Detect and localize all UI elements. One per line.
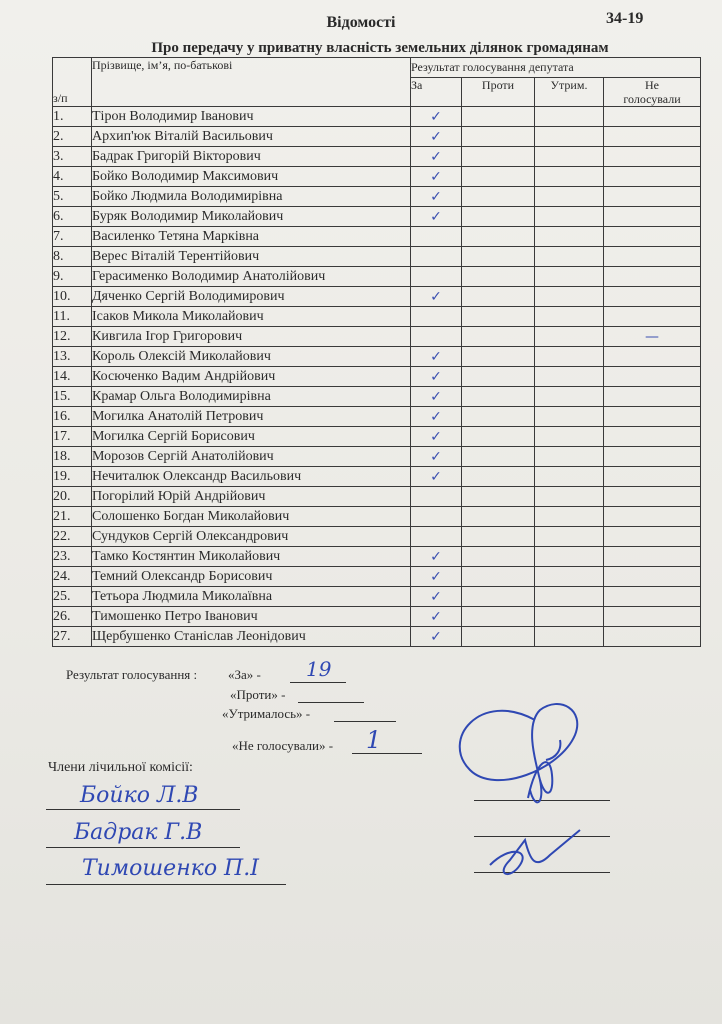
row-name: Ісаков Микола Миколайович xyxy=(92,307,411,327)
row-proty xyxy=(462,587,535,607)
row-name: Щербушенко Станіслав Леонідович xyxy=(92,627,411,647)
header-name: Прізвище, ім’я, по-батькові xyxy=(92,58,411,107)
document-number: 34-19 xyxy=(606,10,644,27)
row-proty xyxy=(462,107,535,127)
row-ne xyxy=(604,347,701,367)
row-proty xyxy=(462,227,535,247)
row-num: 22. xyxy=(53,527,92,547)
row-ne xyxy=(604,387,701,407)
row-ne xyxy=(604,447,701,467)
row-utrym xyxy=(535,247,604,267)
row-proty xyxy=(462,207,535,227)
row-za xyxy=(411,307,462,327)
row-name: Морозов Сергій Анатолійович xyxy=(92,447,411,467)
row-ne xyxy=(604,607,701,627)
row-proty xyxy=(462,627,535,647)
ne-label: «Не голосували» - xyxy=(232,738,334,753)
row-za: ✓ xyxy=(411,367,462,387)
row-num: 1. xyxy=(53,107,92,127)
row-name: Василенко Тетяна Марківна xyxy=(92,227,411,247)
row-num: 20. xyxy=(53,487,92,507)
row-num: 10. xyxy=(53,287,92,307)
row-num: 27. xyxy=(53,627,92,647)
table-row xyxy=(53,367,701,387)
document-title: Відомості xyxy=(326,14,396,31)
row-utrym xyxy=(535,487,604,507)
table-row xyxy=(53,267,701,287)
row-name: Тірон Володимир Іванович xyxy=(92,107,411,127)
row-name: Верес Віталій Терентійович xyxy=(92,247,411,267)
member-signature-3: Тимошенко П.І xyxy=(82,856,259,881)
row-utrym xyxy=(535,367,604,387)
row-ne xyxy=(604,507,701,527)
row-num: 5. xyxy=(53,187,92,207)
row-proty xyxy=(462,327,535,347)
row-ne xyxy=(604,527,701,547)
row-za: ✓ xyxy=(411,207,462,227)
row-proty xyxy=(462,247,535,267)
row-utrym xyxy=(535,447,604,467)
row-ne xyxy=(604,467,701,487)
row-ne xyxy=(604,107,701,127)
row-za: ✓ xyxy=(411,167,462,187)
row-num: 12. xyxy=(53,327,92,347)
row-za: ✓ xyxy=(411,547,462,567)
row-za xyxy=(411,267,462,287)
row-utrym xyxy=(535,627,604,647)
table-row xyxy=(53,467,701,487)
row-utrym xyxy=(535,267,604,287)
row-num: 19. xyxy=(53,467,92,487)
table-row xyxy=(53,327,701,347)
header-num: з/п xyxy=(53,58,92,107)
row-proty xyxy=(462,347,535,367)
row-name: Архип'юк Віталій Васильович xyxy=(92,127,411,147)
row-num: 11. xyxy=(53,307,92,327)
row-ne xyxy=(604,627,701,647)
ne-line xyxy=(352,753,422,754)
row-proty xyxy=(462,607,535,627)
row-utrym xyxy=(535,607,604,627)
header-ne-line1: Не xyxy=(645,78,659,92)
table-row xyxy=(53,607,701,627)
row-za: ✓ xyxy=(411,587,462,607)
member-signature-1: Бойко Л.В xyxy=(80,783,199,808)
row-utrym xyxy=(535,107,604,127)
row-za xyxy=(411,247,462,267)
table-row xyxy=(53,547,701,567)
row-name: Кивгила Ігор Григорович xyxy=(92,327,411,347)
table-row xyxy=(53,567,701,587)
table-row xyxy=(53,147,701,167)
member-line-2 xyxy=(46,847,240,848)
row-proty xyxy=(462,127,535,147)
table-row xyxy=(53,487,701,507)
row-utrym xyxy=(535,507,604,527)
row-utrym xyxy=(535,347,604,367)
row-proty xyxy=(462,447,535,467)
header-ne-line2: голосували xyxy=(623,92,681,106)
row-proty xyxy=(462,427,535,447)
table-row xyxy=(53,167,701,187)
row-name: Герасименко Володимир Анатолійович xyxy=(92,267,411,287)
row-num: 8. xyxy=(53,247,92,267)
signature-stroke-1 xyxy=(460,704,578,802)
row-utrym xyxy=(535,187,604,207)
row-num: 16. xyxy=(53,407,92,427)
za-count: 19 xyxy=(306,657,332,681)
row-utrym xyxy=(535,467,604,487)
row-za xyxy=(411,327,462,347)
table-row xyxy=(53,527,701,547)
row-za: ✓ xyxy=(411,387,462,407)
row-name: Нечиталюк Олександр Васильович xyxy=(92,467,411,487)
header-utrym: Утрим. xyxy=(535,78,604,107)
row-utrym xyxy=(535,567,604,587)
row-num: 7. xyxy=(53,227,92,247)
row-za: ✓ xyxy=(411,567,462,587)
voting-rows xyxy=(53,107,701,647)
voting-table xyxy=(52,57,701,647)
row-name: Солошенко Богдан Миколайович xyxy=(92,507,411,527)
row-ne xyxy=(604,287,701,307)
row-ne xyxy=(604,427,701,447)
table-row xyxy=(53,507,701,527)
row-name: Темний Олександр Борисович xyxy=(92,567,411,587)
row-za: ✓ xyxy=(411,447,462,467)
member-signature-2: Бадрак Г.В xyxy=(74,820,203,845)
row-proty xyxy=(462,267,535,287)
table-row xyxy=(53,587,701,607)
row-num: 24. xyxy=(53,567,92,587)
table-row xyxy=(53,347,701,367)
row-za: ✓ xyxy=(411,627,462,647)
result-label: Результат голосування : xyxy=(66,667,198,682)
row-proty xyxy=(462,567,535,587)
row-proty xyxy=(462,287,535,307)
row-za: ✓ xyxy=(411,607,462,627)
row-utrym xyxy=(535,167,604,187)
row-proty xyxy=(462,307,535,327)
proty-label: «Проти» - xyxy=(230,687,286,702)
row-ne: — xyxy=(604,327,701,347)
za-label: «За» - xyxy=(228,667,261,682)
row-za xyxy=(411,527,462,547)
row-num: 15. xyxy=(53,387,92,407)
utrym-line xyxy=(334,721,396,722)
row-ne xyxy=(604,247,701,267)
row-ne xyxy=(604,587,701,607)
row-name: Погорілий Юрій Андрійович xyxy=(92,487,411,507)
row-utrym xyxy=(535,207,604,227)
row-num: 3. xyxy=(53,147,92,167)
row-proty xyxy=(462,507,535,527)
row-ne xyxy=(604,147,701,167)
row-za: ✓ xyxy=(411,107,462,127)
row-utrym xyxy=(535,287,604,307)
row-proty xyxy=(462,487,535,507)
row-ne xyxy=(604,407,701,427)
row-name: Король Олексій Миколайович xyxy=(92,347,411,367)
row-num: 18. xyxy=(53,447,92,467)
row-utrym xyxy=(535,147,604,167)
row-num: 6. xyxy=(53,207,92,227)
row-name: Тимошенко Петро Іванович xyxy=(92,607,411,627)
row-num: 25. xyxy=(53,587,92,607)
row-za: ✓ xyxy=(411,287,462,307)
row-name: Сундуков Сергій Олександрович xyxy=(92,527,411,547)
row-ne xyxy=(604,227,701,247)
row-name: Могилка Анатолій Петрович xyxy=(92,407,411,427)
row-num: 26. xyxy=(53,607,92,627)
row-za: ✓ xyxy=(411,187,462,207)
table-row xyxy=(53,207,701,227)
row-za xyxy=(411,507,462,527)
row-name: Могилка Сергій Борисович xyxy=(92,427,411,447)
utrym-label: «Утрималось» - xyxy=(222,706,311,721)
table-row xyxy=(53,247,701,267)
row-utrym xyxy=(535,547,604,567)
document-subtitle: Про передачу у приватну власність земельних ділянок громадянам xyxy=(151,40,609,56)
row-za xyxy=(411,487,462,507)
row-za: ✓ xyxy=(411,427,462,447)
row-utrym xyxy=(535,587,604,607)
row-name: Бадрак Григорій Вікторович xyxy=(92,147,411,167)
row-ne xyxy=(604,267,701,287)
table-row xyxy=(53,627,701,647)
row-num: 17. xyxy=(53,427,92,447)
row-num: 9. xyxy=(53,267,92,287)
row-proty xyxy=(462,527,535,547)
table-row xyxy=(53,407,701,427)
row-utrym xyxy=(535,527,604,547)
row-ne xyxy=(604,207,701,227)
row-proty xyxy=(462,387,535,407)
row-ne xyxy=(604,167,701,187)
header-proty: Проти xyxy=(462,78,535,107)
row-name: Бойко Володимир Максимович xyxy=(92,167,411,187)
row-num: 4. xyxy=(53,167,92,187)
row-num: 23. xyxy=(53,547,92,567)
row-name: Косюченко Вадим Андрійович xyxy=(92,367,411,387)
row-za xyxy=(411,227,462,247)
row-ne xyxy=(604,127,701,147)
commission-label: Члени лічильної комісії: xyxy=(48,760,193,775)
row-proty xyxy=(462,367,535,387)
table-row xyxy=(53,227,701,247)
table-row xyxy=(53,387,701,407)
row-num: 2. xyxy=(53,127,92,147)
row-name: Тетьора Людмила Миколаївна xyxy=(92,587,411,607)
row-proty xyxy=(462,147,535,167)
ne-count: 1 xyxy=(366,726,382,754)
proty-line xyxy=(298,702,364,703)
row-utrym xyxy=(535,427,604,447)
row-utrym xyxy=(535,227,604,247)
table-row xyxy=(53,187,701,207)
row-utrym xyxy=(535,307,604,327)
row-utrym xyxy=(535,407,604,427)
row-name: Дяченко Сергій Володимирович xyxy=(92,287,411,307)
row-name: Бойко Людмила Володимирівна xyxy=(92,187,411,207)
row-za: ✓ xyxy=(411,127,462,147)
row-ne xyxy=(604,367,701,387)
row-za: ✓ xyxy=(411,347,462,367)
member-line-1 xyxy=(46,809,240,810)
row-ne xyxy=(604,187,701,207)
row-proty xyxy=(462,187,535,207)
header-ne xyxy=(604,78,701,107)
table-row xyxy=(53,107,701,127)
row-name: Тамко Костянтин Миколайович xyxy=(92,547,411,567)
row-za: ✓ xyxy=(411,147,462,167)
row-utrym xyxy=(535,127,604,147)
row-proty xyxy=(462,167,535,187)
row-utrym xyxy=(535,387,604,407)
row-za: ✓ xyxy=(411,407,462,427)
row-ne xyxy=(604,567,701,587)
row-proty xyxy=(462,407,535,427)
signature-stroke-3 xyxy=(490,830,580,874)
row-num: 13. xyxy=(53,347,92,367)
row-name: Крамар Ольга Володимирівна xyxy=(92,387,411,407)
row-ne xyxy=(604,547,701,567)
header-za: За xyxy=(411,78,462,107)
za-line xyxy=(290,682,346,683)
signature-drawing xyxy=(440,680,630,900)
table-row xyxy=(53,447,701,467)
table-row xyxy=(53,127,701,147)
row-za: ✓ xyxy=(411,467,462,487)
table-row xyxy=(53,307,701,327)
row-ne xyxy=(604,487,701,507)
header-result: Результат голосування депутата xyxy=(411,58,701,78)
row-name: Буряк Володимир Миколайович xyxy=(92,207,411,227)
row-proty xyxy=(462,467,535,487)
row-ne xyxy=(604,307,701,327)
row-num: 14. xyxy=(53,367,92,387)
table-row xyxy=(53,427,701,447)
row-utrym xyxy=(535,327,604,347)
member-line-3 xyxy=(46,884,286,885)
row-num: 21. xyxy=(53,507,92,527)
table-row xyxy=(53,287,701,307)
row-proty xyxy=(462,547,535,567)
